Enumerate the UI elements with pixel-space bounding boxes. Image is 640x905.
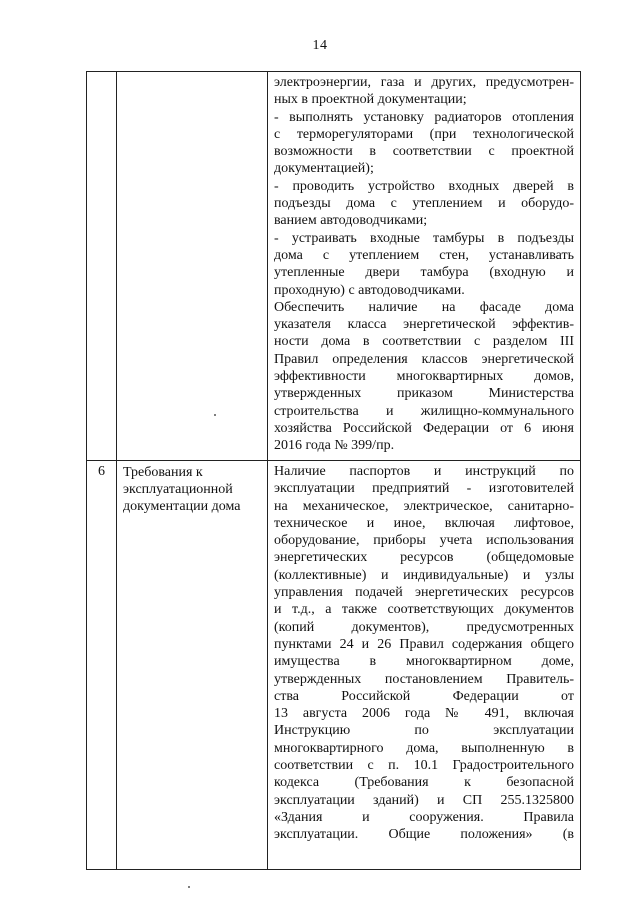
description-line: (копий документов), предусмотренных [274,619,574,635]
description-cell [268,461,581,870]
description-line: - выполнять установку радиаторов отопления [274,109,574,125]
description-line: строительства и жилищно-коммунального [274,403,574,419]
description-line: утвержденных приказом Министерства [274,386,574,402]
description-line: соответствии с п. 10.1 Градостроительного [274,758,574,774]
description-line: - устраивать входные тамбуры в подъезды [274,230,574,246]
requirements-table [86,71,581,870]
page-number: 14 [312,38,328,53]
description-line: управления подачей энергетических ресурсов [274,585,574,601]
description-line: возможности в соответствии с проектной [274,144,574,160]
description-line: кодекса (Требования к безопасной [274,775,574,791]
description-line: эксплуатации предприятий - изготовителей [274,481,574,497]
description-line: эксплуатации зданий) и СП 255.1325800 [274,792,574,808]
description-line: оборудование, приборы учета использования [274,533,574,549]
description-line: эксплуатации. Общие положения» (в [274,827,574,843]
description-line: имущества в многоквартирном доме, [274,654,574,670]
description-line: эффективности многоквартирных домов, [274,369,574,385]
table-row [87,72,581,461]
description-line: многоквартирного дома, выполненную в [274,740,574,756]
description-line: ности дома в соответствии с разделом III [274,334,574,350]
description-line: ванием автодоводчиками; [274,213,428,229]
description-line: ства Российской Федерации от [274,688,574,704]
description-line: (коллективные) и индивидуальные) и узлы [274,567,574,583]
description-line: ных в проектной документации; [274,92,467,108]
description-line: подъезды дома с утеплением и оборудо- [274,196,574,212]
requirement-cell [117,72,268,461]
description-line: энергетических ресурсов (общедомовые [274,550,574,566]
description-line: Правил определения классов энергетической [274,351,574,367]
description-line: дома с утеплением стен, устанавливать [274,247,574,263]
description-line: электроэнергии, газа и других, предусмотрен- [274,75,574,90]
description-line: 2016 года № 399/пр. [274,438,395,454]
row-number-cell: 6 [87,461,117,870]
description-line: утвержденных постановлением Правитель- [274,671,574,687]
requirement-line: эксплуатационной [123,482,233,497]
row-number-cell [87,72,117,461]
description-line: документацией); [274,161,374,177]
description-line: - проводить устройство входных дверей в [274,178,574,194]
table-row [87,461,581,870]
description-line: утепленные двери тамбура (входную и [274,265,574,281]
description-line: и т.д., а также соответствующих документов [274,602,574,618]
requirement-line: Требования к [123,465,203,480]
description-line: техническое и иное, включая лифтовое, [274,515,574,531]
requirement-cell [117,461,268,870]
description-cell [268,72,581,461]
description-line: 13 августа 2006 года № 491, включая [274,706,574,722]
description-line: указателя класса энергетической эффектив- [274,317,574,333]
description-line: «Здания и сооружения. Правила [274,809,574,825]
description-line: на механическое, электрическое, санитарно- [274,498,574,514]
description-line: Наличие паспортов и инструкций по [274,464,574,479]
requirement-line: документации дома [123,499,241,514]
description-line: Инструкцию по эксплуатации [274,723,574,739]
description-line: проходную) с автодоводчиками. [274,282,465,298]
description-line: Обеспечить наличие на фасаде дома [274,299,574,315]
description-line: хозяйства Российской Федерации от 6 июня [274,420,574,436]
description-line: с терморегуляторами (при технологической [274,126,574,142]
description-line: пунктами 24 и 26 Правил содержания общего [274,636,574,652]
scan-speck [188,886,190,888]
scan-speck [214,414,216,416]
